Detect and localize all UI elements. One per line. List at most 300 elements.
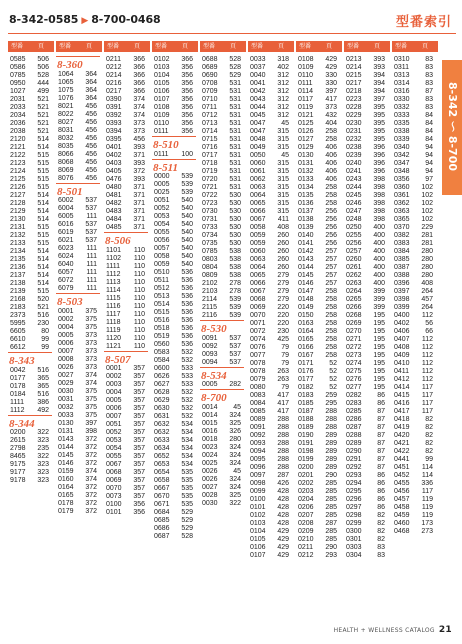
model-number: 0016	[202, 427, 218, 435]
page-ref: 111	[86, 261, 97, 268]
model-number: 0198	[298, 448, 314, 455]
page-ref: 323	[37, 469, 49, 476]
page-ref: 285	[325, 504, 337, 511]
model-number: 1075	[58, 86, 74, 94]
page-ref: 395	[373, 120, 385, 127]
model-number: 0133	[298, 176, 314, 183]
page-ref: 539	[229, 296, 241, 303]
page-ref: 539	[181, 173, 193, 180]
page-ref: 373	[85, 339, 97, 347]
page-ref: 83	[425, 64, 433, 71]
page-ref: 514	[37, 280, 49, 287]
page-ref: 537	[85, 221, 97, 228]
model-number: 0005	[154, 181, 170, 188]
index-row	[8, 406, 52, 415]
page-ref: 82	[425, 432, 433, 439]
page-ref: 536	[181, 341, 193, 348]
page-ref: 288	[277, 440, 289, 447]
page-ref: 356	[181, 120, 193, 127]
page-ref: 282	[229, 381, 241, 388]
page-ref: 257	[325, 248, 337, 255]
model-number: 2373	[10, 312, 26, 319]
page-ref: 539	[181, 189, 193, 196]
page-ref: 111	[86, 277, 97, 284]
page-ref: 398	[85, 427, 97, 435]
page-ref: 393	[133, 144, 145, 151]
page-ref: 256	[325, 208, 337, 215]
model-number: 2031	[10, 96, 26, 103]
model-number: 0052	[106, 429, 122, 436]
page-ref: 428	[277, 504, 289, 511]
page-ref: 278	[229, 288, 241, 295]
page-ref: 456	[85, 150, 97, 158]
page-ref: 280	[421, 272, 433, 279]
model-number: 0719	[202, 168, 218, 175]
page-ref: 82	[377, 520, 385, 527]
model-number: 0255	[346, 232, 362, 239]
model-number: 0387	[394, 264, 410, 271]
model-number: 0067	[250, 288, 266, 295]
model-number: 0165	[58, 491, 74, 499]
model-number: 0107	[250, 552, 266, 559]
model-number: 0294	[346, 480, 362, 487]
model-number: 0047	[250, 128, 266, 135]
page-ref: 514	[37, 208, 49, 215]
model-number: 1112	[10, 406, 25, 414]
model-number: 0199	[298, 456, 314, 463]
page-ref: 258	[325, 304, 337, 311]
page-ref: 86	[377, 392, 385, 399]
page-ref: 428	[277, 512, 289, 519]
page-ref: 393	[373, 56, 385, 63]
model-number: 0025	[154, 189, 170, 196]
model-number: 0238	[346, 144, 362, 151]
model-number: 0685	[154, 517, 170, 524]
page-ref: 515	[37, 152, 49, 159]
model-number: 0394	[106, 128, 122, 135]
page-ref: 429	[277, 536, 289, 543]
model-number: 0652	[154, 453, 170, 460]
page-ref: 285	[325, 488, 337, 495]
model-number: 0065	[250, 200, 266, 207]
model-number: 0316	[394, 88, 410, 95]
model-number: 0293	[346, 472, 362, 479]
page-ref: 287	[277, 472, 289, 479]
page-ref: 79	[281, 352, 289, 359]
model-number: 0100	[106, 501, 122, 508]
page-ref: 87	[377, 440, 385, 447]
page-header: 頁	[422, 43, 429, 50]
model-number: 0363	[394, 208, 410, 215]
model-number: 0360	[394, 184, 410, 191]
model-number: 0519	[154, 333, 170, 340]
page-ref: 373	[85, 363, 97, 371]
model-number: 0109	[298, 64, 314, 71]
page-ref: 411	[277, 216, 289, 223]
model-number: 8069	[58, 166, 74, 174]
page-ref: 87	[377, 408, 385, 415]
page-ref: 533	[181, 373, 193, 380]
model-number: 0485	[106, 224, 122, 231]
page-ref: 312	[277, 104, 289, 111]
page-ref: 87	[425, 88, 433, 95]
model-number: 1111	[106, 262, 121, 270]
model-number: 0063	[250, 256, 266, 263]
section-heading: 8-530	[201, 323, 227, 335]
page-ref: 112	[421, 376, 433, 383]
model-number: 0400	[394, 312, 410, 319]
model-number: 0395	[106, 136, 122, 143]
page-ref: 281	[421, 240, 433, 247]
page-ref: 258	[325, 312, 337, 319]
model-number: 0338	[394, 128, 410, 135]
model-number: 0512	[154, 285, 170, 292]
page-ref: 371	[133, 216, 145, 223]
page-ref: 258	[325, 200, 337, 207]
section-heading: 8-343	[9, 355, 35, 367]
model-number: 2128	[10, 200, 26, 207]
model-number: 0406	[394, 328, 410, 335]
model-number: 0335	[394, 120, 410, 127]
page-header: 頁	[38, 43, 45, 50]
model-number: 2033	[10, 104, 26, 111]
page-ref: 537	[85, 229, 97, 236]
page-ref: 288	[277, 432, 289, 439]
page-ref: 534	[181, 453, 193, 460]
model-number: 0714	[202, 128, 218, 135]
model-number: 0804	[202, 264, 218, 271]
model-number: 0240	[346, 160, 362, 167]
page-ref: 514	[37, 144, 49, 151]
model-number: 1119	[106, 326, 121, 334]
model-number: 0735	[202, 240, 218, 247]
page-ref: 86	[377, 480, 385, 487]
model-number: 0094	[202, 358, 218, 366]
page-ref: 312	[277, 80, 289, 87]
model-number: 0053	[106, 437, 122, 444]
page-ref: 536	[181, 293, 193, 300]
page-ref: 195	[373, 376, 385, 383]
model-number: 0089	[250, 416, 266, 423]
model-number: 0393	[106, 120, 122, 127]
model-number: 0212	[298, 552, 314, 559]
model-number: 1101	[106, 246, 122, 254]
page-ref: 531	[229, 80, 241, 87]
page-ref: 531	[229, 176, 241, 183]
page-ref: 195	[373, 344, 385, 351]
model-number: 0149	[298, 304, 314, 311]
model-number: 0044	[250, 104, 266, 111]
model-number: 2034	[10, 112, 26, 119]
model-number: 0634	[154, 445, 170, 452]
model-number: 0014	[202, 403, 218, 411]
model-number: 0073	[106, 493, 122, 500]
page-ref: 356	[181, 128, 193, 135]
model-number: 0033	[58, 411, 74, 419]
page-ref: 80	[41, 328, 49, 335]
page-ref: 258	[325, 128, 337, 135]
model-number: 0159	[58, 467, 74, 475]
model-number: 0141	[298, 240, 314, 247]
arrow-right-icon: ▶	[81, 16, 89, 26]
page-ref: 402	[277, 64, 289, 71]
section-heading: 8-700	[201, 392, 227, 404]
page-ref: 110	[133, 262, 145, 270]
page-ref: 534	[181, 461, 193, 468]
page-ref: 357	[133, 445, 145, 452]
page-ref: 322	[229, 499, 241, 507]
column-header	[200, 41, 246, 52]
model-number: 0166	[298, 344, 314, 351]
model-number: 0482	[106, 200, 122, 207]
page-ref: 535	[181, 469, 193, 476]
model-number: 6024	[58, 253, 74, 260]
model-number: 2798	[10, 445, 26, 452]
page-ref: 312	[277, 96, 289, 103]
model-number: 0667	[154, 485, 170, 492]
page-ref: 285	[325, 512, 337, 519]
page-ref: 289	[325, 440, 337, 447]
page-ref: 112	[421, 352, 433, 359]
model-number: 1120	[106, 334, 122, 342]
page-ref: 315	[277, 160, 289, 167]
page-ref: 400	[373, 280, 385, 287]
model-number: 0184	[10, 390, 26, 398]
page-ref: 288	[325, 424, 337, 431]
page-ref: 534	[181, 445, 193, 452]
model-number: 0513	[154, 293, 170, 300]
page-ref: 315	[277, 128, 289, 135]
page-ref: 356	[181, 112, 193, 119]
model-number: 6605	[10, 328, 26, 335]
page-ref: 94	[425, 168, 433, 175]
model-number: 0070	[250, 312, 266, 319]
page-ref: 220	[277, 304, 289, 311]
page-ref: 258	[325, 320, 337, 327]
page-ref: 230	[37, 320, 49, 327]
model-number: 0106	[250, 544, 266, 551]
page-ref: 260	[277, 256, 289, 263]
model-number: 0074	[250, 336, 266, 343]
model-number: 0055	[154, 229, 170, 236]
page-ref: 99	[425, 456, 433, 463]
column-header	[344, 41, 390, 52]
page-ref: 324	[229, 459, 241, 467]
page-ref: 83	[425, 80, 433, 87]
page-ref: 288	[277, 464, 289, 471]
model-number: 0099	[250, 488, 266, 495]
model-number: 0670	[154, 493, 170, 500]
model-number: 0002	[106, 373, 122, 380]
page-ref: 256	[325, 232, 337, 239]
page-ref: 528	[37, 72, 49, 79]
page-ref: 396	[373, 168, 385, 175]
model-number: 0299	[346, 520, 362, 527]
model-number: 2125	[10, 176, 26, 183]
page-ref: 529	[181, 525, 193, 532]
model-number: 0455	[394, 480, 410, 487]
page-ref: 366	[133, 88, 145, 95]
model-number: 0189	[298, 424, 314, 431]
model-number: 0178	[58, 499, 74, 507]
page-ref: 530	[229, 224, 241, 231]
page-ref: 374	[85, 371, 97, 379]
model-number: 0208	[298, 520, 314, 527]
page-ref: 195	[373, 328, 385, 335]
page-ref: 537	[229, 358, 241, 366]
model-number: 0067	[250, 216, 266, 223]
page-ref: 371	[133, 200, 145, 207]
model-number: 2136	[10, 264, 26, 271]
page-ref: 456	[85, 174, 97, 182]
page-header: 頁	[86, 43, 93, 50]
page-ref: 531	[229, 184, 241, 191]
index-column	[8, 41, 54, 626]
page-ref: 535	[181, 477, 193, 484]
page-ref: 83	[425, 72, 433, 79]
model-number: 6612	[10, 344, 26, 351]
page-ref: 539	[229, 304, 241, 311]
model-number: 0717	[202, 152, 218, 159]
model-number: 2137	[10, 272, 26, 279]
page-ref: 264	[421, 304, 433, 311]
page-ref: 371	[133, 224, 145, 231]
page-ref: 444	[37, 80, 49, 87]
model-number: 0231	[346, 128, 362, 135]
page-ref: 516	[37, 312, 49, 319]
section-divider	[200, 367, 244, 368]
page-ref: 356	[133, 509, 145, 516]
model-number: 0069	[250, 304, 266, 311]
page-ref: 425	[277, 336, 289, 343]
model-number: 0311	[394, 64, 410, 71]
page-ref: 82	[377, 536, 385, 543]
page-ref: 395	[373, 112, 385, 119]
page-ref: 373	[85, 355, 97, 363]
model-number: 0139	[298, 224, 314, 231]
model-number: 0051	[106, 421, 122, 428]
page-ref: 356	[133, 501, 145, 508]
model-number: 0200	[10, 429, 26, 436]
model-number: 6079	[58, 285, 74, 292]
page-ref: 417	[277, 392, 289, 399]
page-ref: 539	[229, 312, 241, 319]
model-number: 0027	[58, 371, 74, 379]
section-divider	[200, 320, 244, 321]
model-number: 0171	[298, 360, 314, 367]
model-number: 0026	[202, 475, 218, 483]
page-ref: 257	[325, 280, 337, 287]
model-number: 0268	[346, 312, 362, 319]
model-number: 0398	[394, 296, 410, 303]
model-number: 0183	[298, 392, 314, 399]
model-number: 0047	[250, 120, 266, 127]
model-number: 0187	[298, 408, 314, 415]
page-ref: 530	[229, 192, 241, 199]
model-number: 0093	[202, 350, 218, 358]
page-ref: 428	[277, 520, 289, 527]
model-number: 0102	[154, 56, 170, 63]
model-number: 0015	[202, 419, 218, 427]
model-number: 0276	[346, 376, 362, 383]
model-number: 0414	[394, 384, 410, 391]
model-number: 0027	[202, 483, 218, 491]
page-ref: 397	[85, 419, 97, 427]
page-ref: 52	[329, 360, 337, 367]
model-number: 0671	[154, 501, 170, 508]
model-number: 0688	[202, 56, 218, 63]
page-ref: 394	[373, 80, 385, 87]
model-number: 0092	[250, 432, 266, 439]
page-ref: 258	[325, 192, 337, 199]
page-ref: 256	[325, 216, 337, 223]
page-ref: 79	[281, 384, 289, 391]
page-ref: 531	[229, 136, 241, 143]
model-number: 0297	[346, 504, 362, 511]
page-ref: 530	[229, 232, 241, 239]
model-number: 0145	[298, 272, 314, 279]
page-ref: 515	[37, 232, 49, 239]
page-ref: 456	[85, 118, 97, 126]
page-ref: 87	[377, 456, 385, 463]
page-ref: 536	[181, 301, 193, 308]
page-ref: 288	[277, 456, 289, 463]
model-number: 8027	[58, 118, 74, 126]
page-ref: 456	[133, 136, 145, 143]
page-ref: 366	[181, 56, 193, 63]
page-ref: 515	[37, 176, 49, 183]
page-ref: 397	[373, 96, 385, 103]
page-ref: 324	[229, 451, 241, 459]
page-ref: 52	[329, 368, 337, 375]
page-ref: 516	[37, 366, 49, 374]
model-number: 0304	[346, 552, 362, 559]
model-number: 0188	[298, 416, 314, 423]
model-number: 0104	[154, 72, 170, 79]
page-ref: 429	[277, 552, 289, 559]
page-ref: 288	[277, 448, 289, 455]
model-number: 0731	[202, 216, 218, 223]
model-number: 0014	[202, 411, 218, 419]
model-number: 0121	[298, 112, 314, 119]
page-ref: 406	[325, 144, 337, 151]
model-number: 0451	[394, 464, 410, 471]
model-number: 0091	[250, 424, 266, 431]
page-ref: 364	[85, 86, 97, 94]
model-number: 2133	[10, 240, 26, 247]
page-ref: 117	[421, 408, 433, 415]
model-number: 0164	[298, 328, 314, 335]
model-number: 2130	[10, 216, 26, 223]
page-ref: 87	[377, 416, 385, 423]
model-number: 0028	[202, 491, 218, 499]
section-divider	[56, 183, 100, 184]
page-ref: 357	[133, 373, 145, 380]
page-ref: 428	[277, 488, 289, 495]
page-ref: 356	[181, 80, 193, 87]
model-number: 0710	[202, 96, 218, 103]
model-number: 2615	[10, 437, 26, 444]
page-ref: 281	[421, 232, 433, 239]
page-ref: 322	[37, 429, 49, 436]
page-ref: 357	[133, 469, 145, 476]
page-ref: 374	[133, 104, 145, 111]
page-ref: 102	[421, 216, 433, 223]
model-number: 0076	[250, 344, 266, 351]
page-ref: 260	[277, 264, 289, 271]
page-ref: 429	[325, 56, 337, 63]
index-column	[344, 41, 390, 626]
